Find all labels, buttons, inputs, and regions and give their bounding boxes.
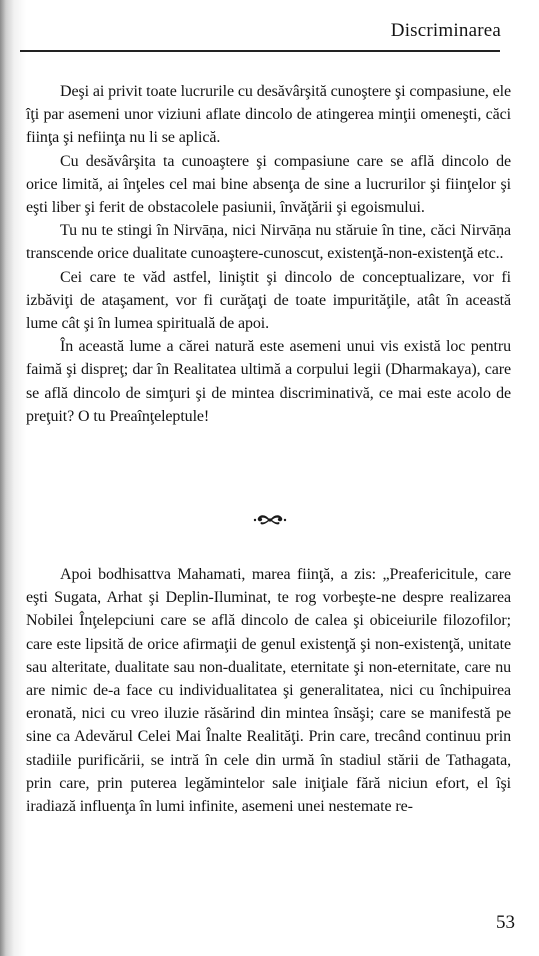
paragraph: În această lume a cărei natură este asemeni unui vis există loc pentru faimă şi dispreţ; dar în Realitatea ultimă a corpului legii (Dharmakaya), care se află dincolo de simţuri şi de mintea discriminativă, ce mai este acolo de preţuit? O tu Preaînţeleptule!: [26, 338, 511, 425]
text-block-upper: [26, 80, 511, 428]
fleuron-ornament-icon: [252, 512, 288, 528]
paragraph: Apoi bodhisattva Mahamati, marea fiinţă, a zis: „Preafericitule, care eşti Sugata, Arhat şi Deplin-Iluminat, te rog vorbeşte-ne despre realizarea Nobilei Înţelepciuni care se află dincolo de calea şi obiceiurile filozofilor; care este lipsită de orice afirmaţii de genul existenţă şi non-existenţă, unitate sau alteritate, dualitate sau non-dualitate, eternitate şi non-eternitate, care nu are nimic de-a face cu individualitatea şi generalitatea, nici cu închipuirea eronată, nici cu vreo iluzie răsărind din mintea însăşi; care se manifestă pe sine ca Adevărul Celei Mai Înalte Realităţi. Prin care, trecând continuu prin stadiile purificării, se intră în cele din urmă în stadiul stării de Tathagata, prin care, prin puterea legămintelor sale iniţiale fără niciun efort, el îşi iradiază influenţa în lumi infinite, asemeni unei nestemate re-: [26, 566, 511, 816]
running-header-title: Discriminarea: [390, 20, 501, 41]
paragraph: Cu desăvârşita ta cunoaştere şi compasiune care se află dincolo de orice limită, ai înţeles cel mai bine absenţa de sine a lucrurilor şi fiinţelor şi eşti liber şi ferit de obstacolele pasiunii, învăţării şi egoismului.: [26, 152, 511, 217]
paragraph: Tu nu te stingi în Nirvāṇa, nici Nirvāṇa nu stăruie în tine, căci Nirvāṇa transcende orice dualitate cunoaştere-cunoscut, existenţă-non-existenţă etc..: [26, 222, 511, 263]
text-block-lower: [26, 563, 511, 818]
page-number: 53: [496, 912, 515, 933]
paragraph: Deşi ai privit toate lucrurile cu desăvârşită cunoştere şi compasiune, ele îţi par asemeni unor viziuni aflate dincolo de atingerea minţii omeneşti, căci fiinţa şi nefiinţa nu li se aplică.: [26, 83, 511, 147]
header-rule: [20, 50, 500, 52]
paragraph: Cei care te văd astfel, liniştit şi dincolo de conceptualizare, vor fi izbăviţi de ataşament, vor fi curăţaţi de toate impurităţile, atât în această lume cât şi în lumea spirituală de apoi.: [26, 268, 511, 333]
section-divider: [0, 512, 539, 533]
